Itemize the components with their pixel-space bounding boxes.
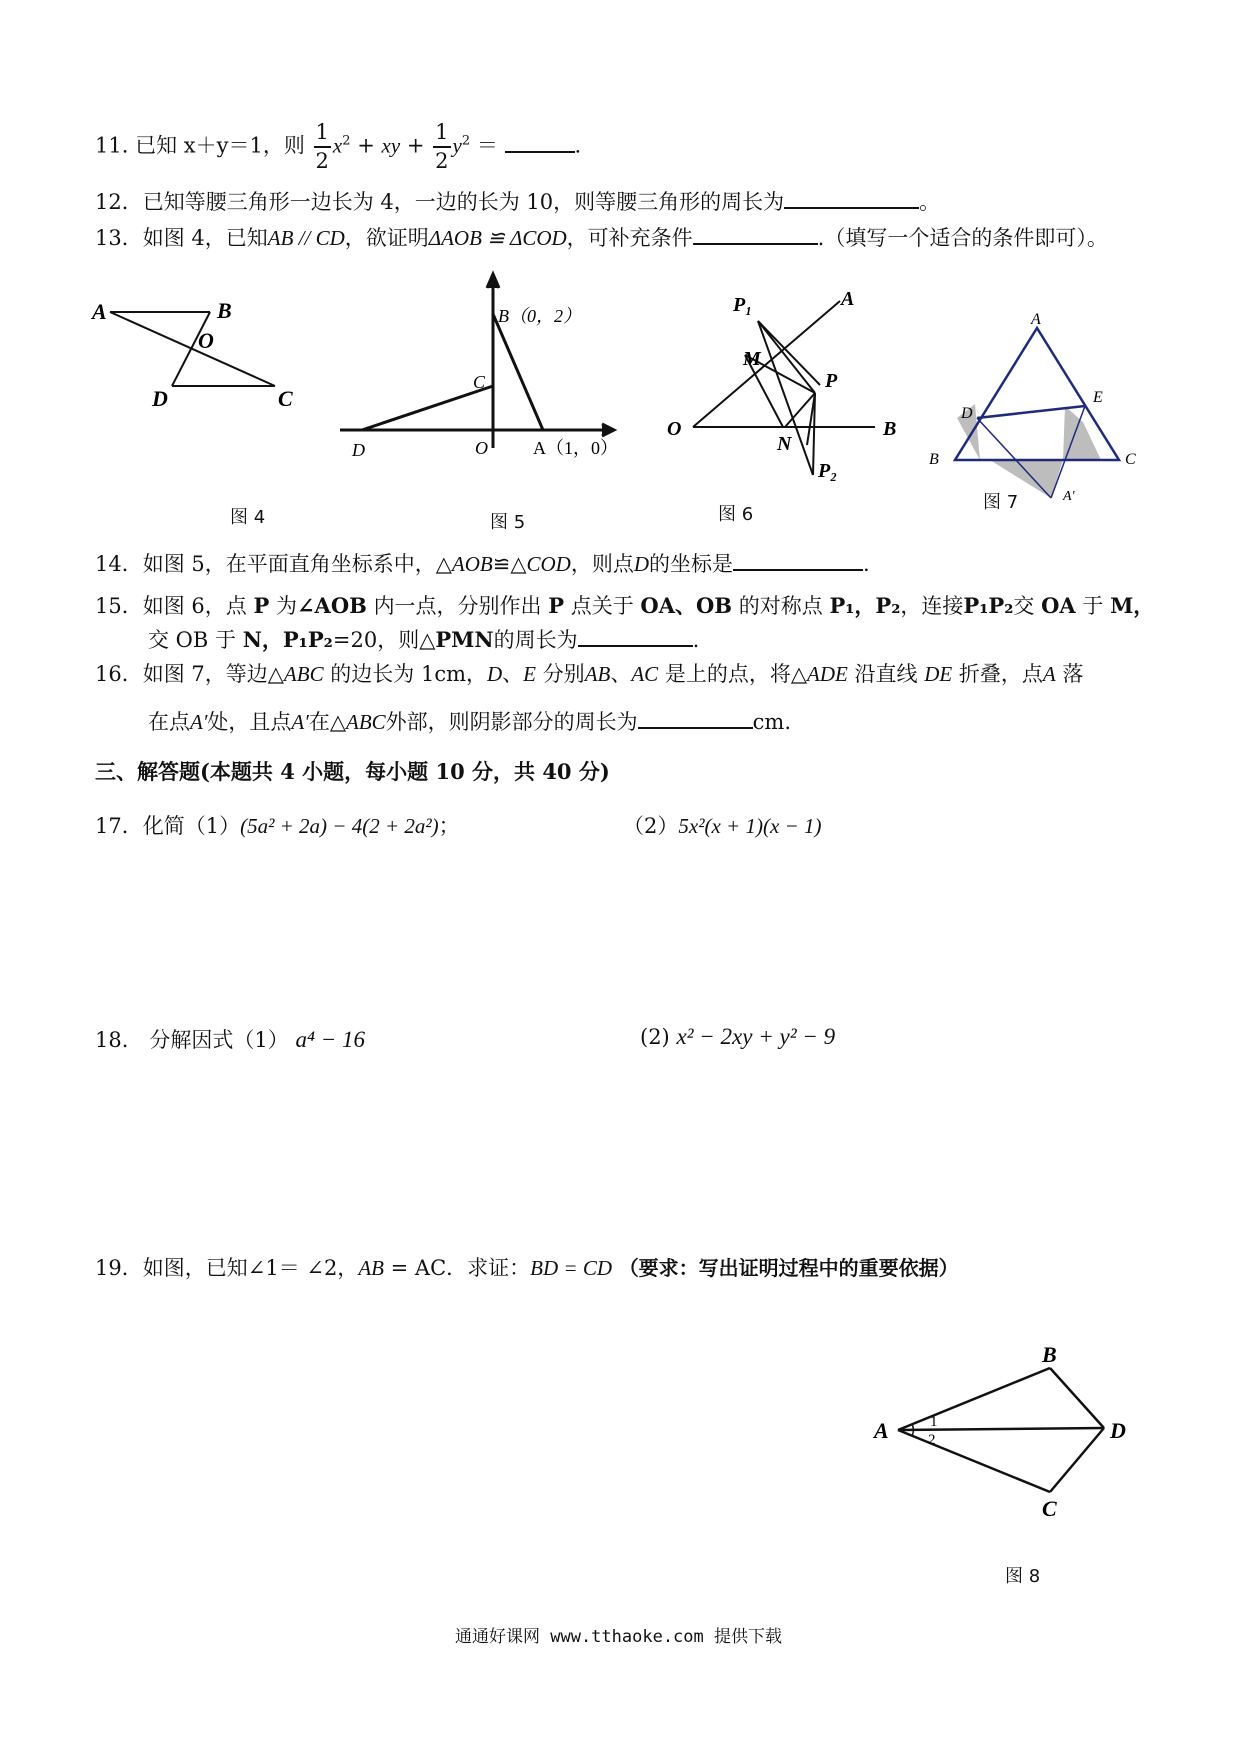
page-footer: 通通好课网 www.tthaoke.com 提供下载	[455, 1627, 782, 1647]
q11-fraction-1: $\frac{1}{2}$	[315, 120, 329, 173]
fig7-label-e: E	[1093, 389, 1103, 406]
fig8-label-a: A	[874, 1418, 889, 1443]
fig6-label-o: O	[667, 418, 682, 440]
q13-triangles: ΔAOB ≌ ΔCOD	[428, 226, 567, 250]
fig6-label-m: M	[743, 348, 761, 370]
fig5-label-c: C	[473, 372, 486, 392]
fig6-label-n: N	[777, 433, 792, 455]
q11-number: 11.	[95, 133, 129, 158]
q17-expression-1: (5a² + 2a) − 4(2 + 2a²)	[240, 814, 439, 838]
fig4-caption: 图 4	[230, 507, 266, 528]
q13-answer-blank[interactable]	[693, 242, 818, 245]
q16-answer-blank[interactable]	[638, 726, 753, 729]
question-12: 12．已知等腰三角形一边长为 4，一边的长为 10，则等腰三角形的周长为 。	[95, 190, 941, 214]
q13-condition: AB // CD	[267, 226, 345, 250]
fig6-label-p2: P₂	[818, 460, 838, 482]
figure-7	[925, 310, 1155, 510]
fig4-label-a: A	[92, 299, 107, 324]
q17-expression-2: 5x²(x + 1)(x − 1)	[678, 814, 822, 838]
question-11: 11. 已知 x＋y＝1，则 $\frac{1}{2}$ $x^2$ + xy + $\frac{1}{2}$ $y^2$ ＝ .	[95, 120, 582, 173]
fig5-label-o: O	[475, 438, 488, 458]
fig5-caption: 图 5	[490, 512, 526, 533]
fig7-label-c: C	[1125, 451, 1136, 468]
fig5-label-a: A（1，0）	[533, 438, 618, 458]
q12-text: 12．已知等腰三角形一边长为 4，一边的长为 10，则等腰三角形的周长为	[95, 190, 785, 214]
question-14: 14．如图 5，在平面直角坐标系中，△AOB≌△COD，则点D的坐标是 .	[95, 552, 870, 576]
question-16-line-2: 在点A′处，且点A′在△ABC外部，则阴影部分的周长为 cm.	[148, 710, 792, 734]
figure-5	[340, 268, 630, 468]
fig8-caption: 图 8	[1005, 1566, 1041, 1587]
q12-answer-blank[interactable]	[784, 206, 919, 209]
fig8-angle-1: 1	[930, 1414, 938, 1430]
fig7-label-a: A	[1031, 311, 1041, 328]
fig8-label-d: D	[1110, 1418, 1126, 1443]
question-17-part-2: （2）5x²(x + 1)(x − 1)	[623, 814, 822, 838]
question-18-part-2: (2) x² − 2xy + y² − 9	[640, 1024, 836, 1049]
question-15-line-1: 15．如图 6，点 P 为∠AOB 内一点，分别作出 P 点关于 OA、OB 的对称点 P₁，P₂，连接P₁P₂交 OA 于 M，	[95, 593, 1155, 618]
fig6-label-a: A	[841, 288, 855, 310]
fig4-label-d: D	[152, 386, 168, 411]
q15-answer-blank[interactable]	[578, 644, 693, 647]
figure-8	[860, 1320, 1160, 1550]
fig6-label-p: P	[825, 370, 838, 392]
fig8-angle-2: 2	[928, 1432, 936, 1448]
q11-answer-blank[interactable]	[505, 150, 575, 153]
q11-prefix: 已知 x＋y＝1，则	[135, 133, 305, 158]
fig4-label-c: C	[278, 386, 293, 411]
question-17-part-1: 17．化简（1）(5a² + 2a) − 4(2 + 2a²)；	[95, 814, 460, 838]
fig7-label-a-prime: A′	[1063, 489, 1075, 504]
q18-expression-2: x² − 2xy + y² − 9	[676, 1024, 836, 1049]
fig4-label-o: O	[198, 328, 214, 353]
fig8-label-c: C	[1042, 1496, 1057, 1521]
fig5-label-b: B（0，2）	[498, 306, 581, 326]
question-19: 19．如图，已知∠1＝ ∠2，AB = AC．求证：BD = CD （要求：写出证明过程中的重要依据）	[95, 1256, 959, 1280]
fig8-label-b: B	[1042, 1342, 1057, 1367]
q11-fraction-2: $\frac{1}{2}$	[435, 120, 449, 173]
q19-requirement: （要求：写出证明过程中的重要依据）	[618, 1256, 959, 1280]
question-13: 13．如图 4，已知AB // CD，欲证明ΔAOB ≌ ΔCOD，可补充条件 .（填写一个适合的条件即可）。	[95, 226, 1108, 250]
fig5-label-d: D	[352, 440, 365, 460]
section-3-heading: 三、解答题(本题共 4 小题，每小题 10 分，共 40 分)	[95, 759, 610, 784]
question-15-line-2: 交 OB 于 N，P₁P₂=20，则△PMN的周长为 .	[148, 627, 700, 652]
fig6-label-p1: P₁	[733, 294, 753, 316]
question-18-part-1: 18. 分解因式（1） a⁴ − 16	[95, 1027, 365, 1052]
fig7-label-b: B	[929, 451, 939, 468]
fig6-label-b: B	[883, 418, 897, 440]
figure-4	[90, 290, 320, 420]
fig6-caption: 图 6	[718, 504, 754, 525]
fig7-caption: 图 7	[983, 492, 1019, 513]
fig4-label-b: B	[217, 298, 232, 323]
q14-answer-blank[interactable]	[733, 568, 863, 571]
q18-expression-1: a⁴ − 16	[295, 1027, 365, 1052]
figure-6	[665, 285, 915, 485]
question-16-line-1: 16．如图 7，等边△ABC 的边长为 1cm，D、E 分别AB、AC 是上的点，将△ADE 沿直线 DE 折叠，点A 落	[95, 662, 1084, 686]
fig7-label-d: D	[961, 405, 973, 422]
